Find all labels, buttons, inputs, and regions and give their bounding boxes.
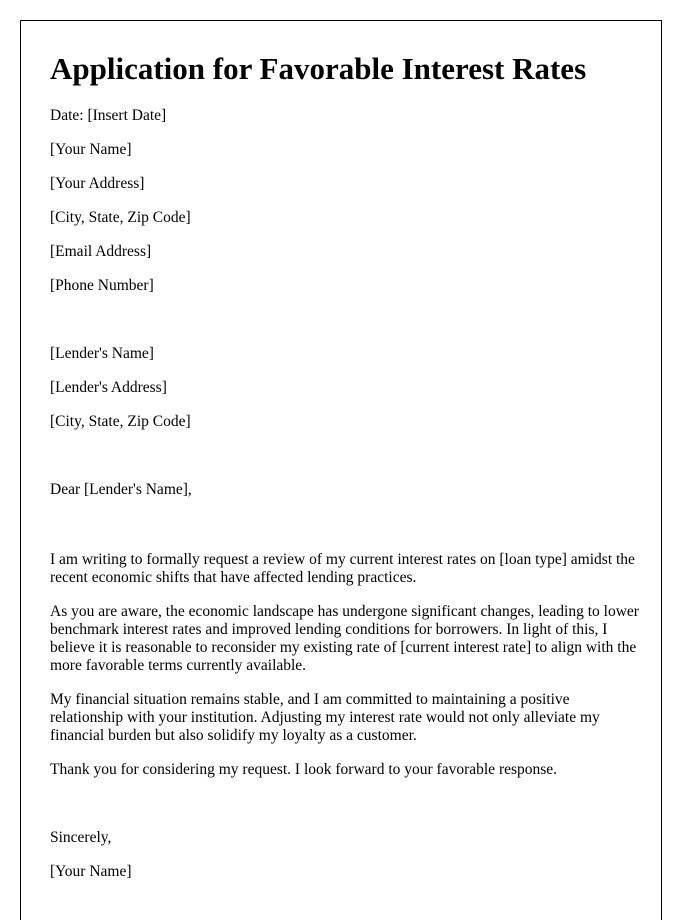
body-paragraph-3: My financial situation remains stable, and I am committed to maintaining a positive relationship with your institution. Adjusting my interest rate would not only alleviate my financial burden but also solidify my loyalty as a customer. (50, 691, 600, 744)
body-paragraph-4: Thank you for considering my request. I look forward to your favorable response. (50, 761, 558, 778)
body-paragraph-2: As you are aware, the economic landscape has undergone significant changes, leading to lower benchmark interest rates and improved lending conditions for borrowers. In light of this, I believe it is reasonable to reconsider my existing rate of [current interest rate] to align with the more favorable terms currently available. (50, 603, 639, 674)
date-line: Date: [Insert Date] (50, 107, 167, 124)
letter-title: Application for Favorable Interest Rates (50, 51, 587, 86)
recipient-city-state-zip: [City, State, Zip Code] (50, 413, 191, 430)
sender-name: [Your Name] (50, 141, 132, 158)
signature-name: [Your Name] (50, 863, 132, 880)
sender-email: [Email Address] (50, 243, 152, 260)
sender-address: [Your Address] (50, 175, 145, 192)
salutation: Dear [Lender's Name], (50, 481, 192, 498)
sender-city-state-zip: [City, State, Zip Code] (50, 209, 191, 226)
closing: Sincerely, (50, 829, 112, 846)
recipient-name: [Lender's Name] (50, 345, 154, 362)
body-paragraph-1: I am writing to formally request a review of my current interest rates on [loan type] amidst the recent economic shifts that have affected lending practices. (50, 551, 635, 586)
sender-phone: [Phone Number] (50, 277, 154, 294)
recipient-address: [Lender's Address] (50, 379, 167, 396)
letter-page (20, 20, 662, 920)
